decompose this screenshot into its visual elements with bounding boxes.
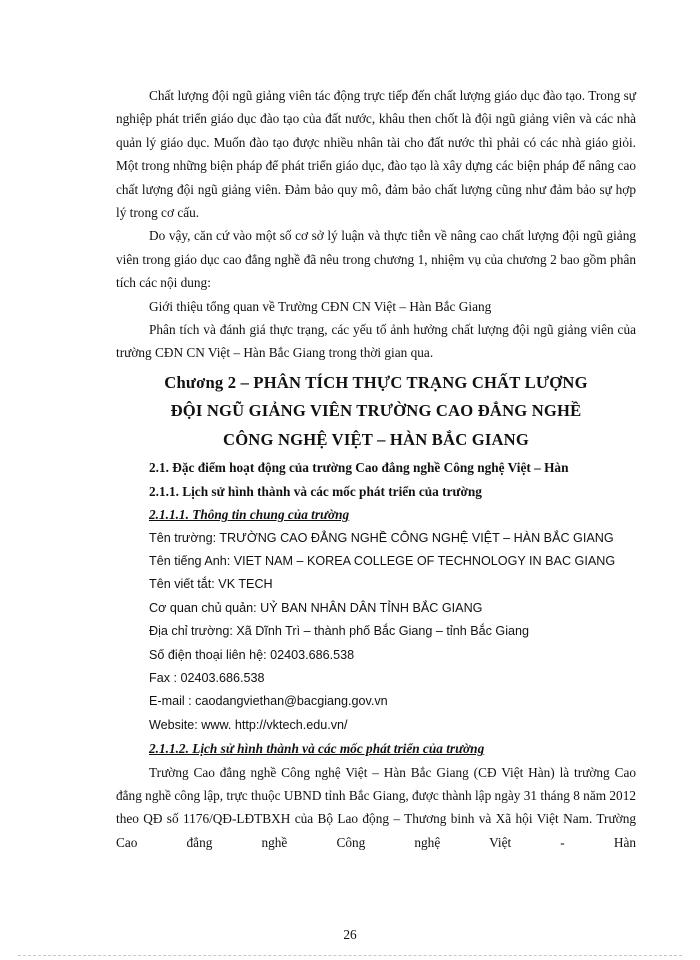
- chapter-title-line-1: Chương 2 – PHÂN TÍCH THỰC TRẠNG CHẤT LƯỢNG: [164, 372, 588, 392]
- info-agency: Cơ quan chủ quản: UỶ BAN NHÂN DÂN TỈNH BẮC GIANG: [149, 600, 483, 615]
- section-heading-2-1-1: 2.1.1. Lịch sử hình thành và các mốc phát triển của trường: [149, 483, 482, 499]
- page-body: [116, 84, 636, 854]
- info-english-name: Tên tiếng Anh: VIET NAM – KOREA COLLEGE OF TECHNOLOGY IN BAC GIANG: [149, 554, 616, 568]
- info-abbreviation: Tên viết tắt: VK TECH: [149, 577, 273, 592]
- chapter-title-line-3: CÔNG NGHỆ VIỆT – HÀN BẮC GIANG: [223, 429, 529, 449]
- page-number: 26: [343, 927, 357, 942]
- history-paragraph: Trường Cao đẳng nghề Công nghệ Việt – Hàn Bắc Giang (CĐ Việt Hàn) là trường Cao đẳng nghề công lập, trực thuộc UBND tỉnh Bắc Giang, được thành lập ngày 31 tháng 8 năm 2012 theo QĐ số 1176/QĐ-LĐTBXH của Bộ Lao động – Thương binh và Xã hội Việt Nam. Trường Cao đẳng nghề Công nghệ Việt - Hàn: [116, 764, 636, 850]
- intro-paragraph-1: Chất lượng đội ngũ giảng viên tác động trực tiếp đến chất lượng giáo dục đào tạo. Trong sự nghiệp phát triển giáo dục đào tạo của đất nước, khâu then chốt là đội ngũ giảng viên và các nhà quản lý giáo dục. Muốn đào tạo được nhiều nhân tài cho đất nước thì phải có các nhà giáo giỏi. Một trong những biện pháp để phát triển giáo dục, đào tạo là xây dựng các biện pháp để nâng cao chất lượng đội ngũ giảng viên. Đảm bảo quy mô, đảm bảo chất lượng cũng như đảm bảo sự hợp lý trong cơ cấu.: [116, 88, 636, 221]
- intro-paragraph-4: Phân tích và đánh giá thực trạng, các yếu tố ảnh hưởng chất lượng đội ngũ giảng viên của trường CĐN CN Việt – Hàn Bắc Giang trong thời gian qua.: [116, 322, 636, 361]
- info-school-name: Tên trường: TRƯỜNG CAO ĐẲNG NGHỀ CÔNG NGHỆ VIỆT – HÀN BẮC GIANG: [149, 530, 614, 545]
- section-heading-2-1-1-2-wrap: [116, 737, 636, 760]
- chapter-title: [116, 369, 636, 455]
- info-email: E-mail : caodangviethan@bacgiang.gov.vn: [149, 694, 388, 709]
- intro-paragraph-3: Giới thiệu tổng quan về Trường CĐN CN Việt – Hàn Bắc Giang: [149, 298, 492, 314]
- info-phone: Số điện thoại liên hệ: 02403.686.538: [149, 647, 355, 662]
- section-heading-2-1-1-1-wrap: [116, 503, 636, 526]
- info-fax: Fax : 02403.686.538: [149, 671, 265, 686]
- chapter-title-line-2: ĐỘI NGŨ GIẢNG VIÊN TRƯỜNG CAO ĐẲNG NGHỀ: [170, 401, 582, 421]
- intro-paragraph-2: Do vậy, căn cứ vào một số cơ sở lý luận và thực tiễn về nâng cao chất lượng đội ngũ giảng viên trong giáo dục cao đẳng nghề đã nêu trong chương 1, nhiệm vụ của chương 2 bao gồm phân tích các nội dung:: [116, 228, 636, 291]
- section-heading-2-1-1-2: 2.1.1.2. Lịch sử hình thành và các mốc phát triển của trường: [149, 741, 485, 757]
- section-heading-2-1: 2.1. Đặc điểm hoạt động của trường Cao đẳng nghề Công nghệ Việt – Hàn: [149, 460, 569, 476]
- section-heading-2-1-1-1: 2.1.1.1. Thông tin chung của trường: [149, 507, 350, 523]
- info-address: Địa chỉ trường: Xã Dĩnh Trì – thành phố Bắc Giang – tỉnh Bắc Giang: [149, 624, 530, 639]
- page-footer-divider: [18, 955, 682, 956]
- info-website: Website: www. http://vktech.edu.vn/: [149, 717, 348, 732]
